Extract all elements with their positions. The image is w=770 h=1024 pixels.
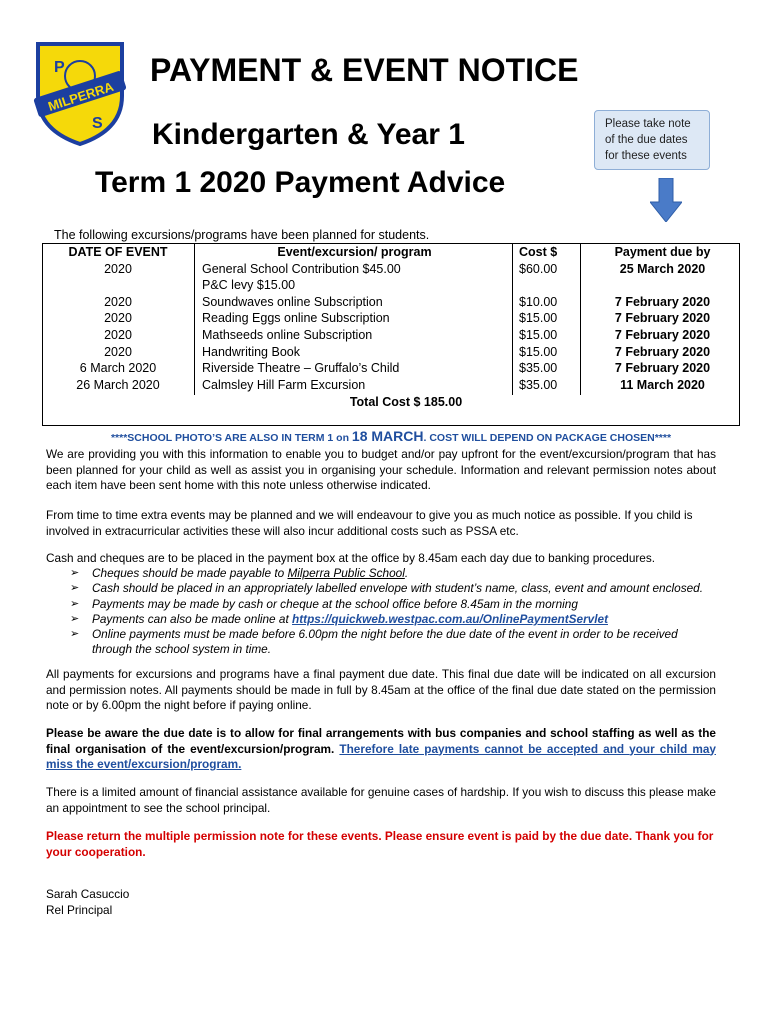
cost-column: Cost $ $60.00 $10.00 $15.00 $15.00 $15.00 $35.00 $35.00 (519, 245, 558, 392)
page-subtitle: Kindergarten & Year 1 (152, 118, 465, 151)
late-payment-warning: Therefore late payments cannot be accepted and your child may miss the event/excursion/program. (46, 741, 716, 771)
paragraph-hardship: There is a limited amount of financial assistance available for genuine cases of hardship. If you wish to discuss this please make an appointment to see the school principal. (46, 785, 716, 815)
photo-notice: ****SCHOOL PHOTO’S ARE ALSO IN TERM 1 on 18 MARCH. COST WILL DEPEND ON PACKAGE CHOSEN**** (110, 428, 672, 444)
list-item: ➢ Cheques should be made payable to Milperra Public School. (70, 566, 720, 581)
signature-name: Sarah Casuccio (46, 887, 130, 901)
signature (46, 887, 716, 918)
logo-letter-p: P (54, 59, 65, 76)
school-logo (30, 38, 130, 148)
date-column: DATE OF EVENT 2020 2020 2020 2020 2020 6 March 2020 26 March 2020 (68, 245, 168, 392)
paragraph-due-warning: Please be aware the due date is to allow for final arrangements with bus companies and school staffing as well as the final organisation of the event/excursion/program. Therefore late payments cannot be accepted and your child may miss the event/excursion/program. (46, 726, 716, 771)
intro-text: The following excursions/programs have been planned for students. (54, 228, 430, 242)
list-item: ➢ Online payments must be made before 6.00pm the night before the due date of the event in order to be received through the school system in time. (70, 627, 720, 658)
due-column: Payment due by 25 March 2020 7 February 2020 7 February 2020 7 February 2020 7 February 2020 7 February 2020 11 March 2020 (614, 245, 711, 392)
table-divider (580, 243, 581, 395)
paragraph-final-due: All payments for excursions and programs have a final payment due date. This final due date will be indicated on all excursion and permission notes. All payments should be made in full by 8.45am at the office of the final due date stated on the permission note or by 6.00pm the night before if paying online. (46, 667, 716, 712)
payee-name: Milperra Public School (287, 566, 405, 580)
paragraph-budget: We are providing you with this information to enable you to budget and/or pay upfront for the event/excursion/program that has been planned for your child as well as assist you in organising your schedule. Information and relevant permission notes about each item have been sent home with this note unless otherwise indicated. (46, 447, 716, 492)
payment-link[interactable]: https://quickweb.westpac.com.au/OnlinePaymentServlet (292, 611, 608, 626)
logo-name: MILPERRA (46, 78, 116, 115)
list-item: ➢ Cash should be placed in an appropriately labelled envelope with student’s name, class, event and amount enclosed. (70, 581, 720, 596)
due-date-callout: Please take note of the due dates for these events (594, 110, 710, 170)
paragraph-extra-events: From time to time extra events may be planned and we will endeavour to give you as much notice as possible. If you child is involved in extracurricular activities these will also incur additional costs such as PSSA etc. (46, 508, 693, 538)
paragraph-return-note: Please return the multiple permission note for these events. Please ensure event is paid by the due date. Thank you for your cooperation. (46, 829, 714, 859)
list-item: ➢ Payments can also be made online at https://quickweb.westpac.com.au/OnlinePaymentServlet (70, 612, 720, 627)
total-cost: Total Cost $ 185.00 (349, 395, 463, 409)
term-heading: Term 1 2020 Payment Advice (95, 166, 506, 199)
event-column: Event/excursion/ program General School Contribution $45.00 P&C levy $15.00 Soundwaves online Subscription Reading Eggs online Subscription Mathseeds online Subscription Handwriting Book Riverside Theatre – Gruffalo’s Child Calmsley Hill Farm Excursion (202, 245, 432, 392)
list-item: ➢ Payments may be made by cash or cheque at the school office before 8.45am in the morning (70, 597, 720, 612)
logo-letter-s: S (92, 115, 103, 132)
table-divider (194, 243, 195, 395)
table-divider (512, 243, 513, 395)
paragraph-cash: Cash and cheques are to be placed in the payment box at the office by 8.45am each day due to banking procedures. (46, 551, 656, 565)
arrow-down-icon (650, 178, 682, 222)
signature-role: Rel Principal (46, 902, 113, 917)
page-title: PAYMENT & EVENT NOTICE (150, 52, 579, 88)
payment-instructions (70, 566, 720, 658)
